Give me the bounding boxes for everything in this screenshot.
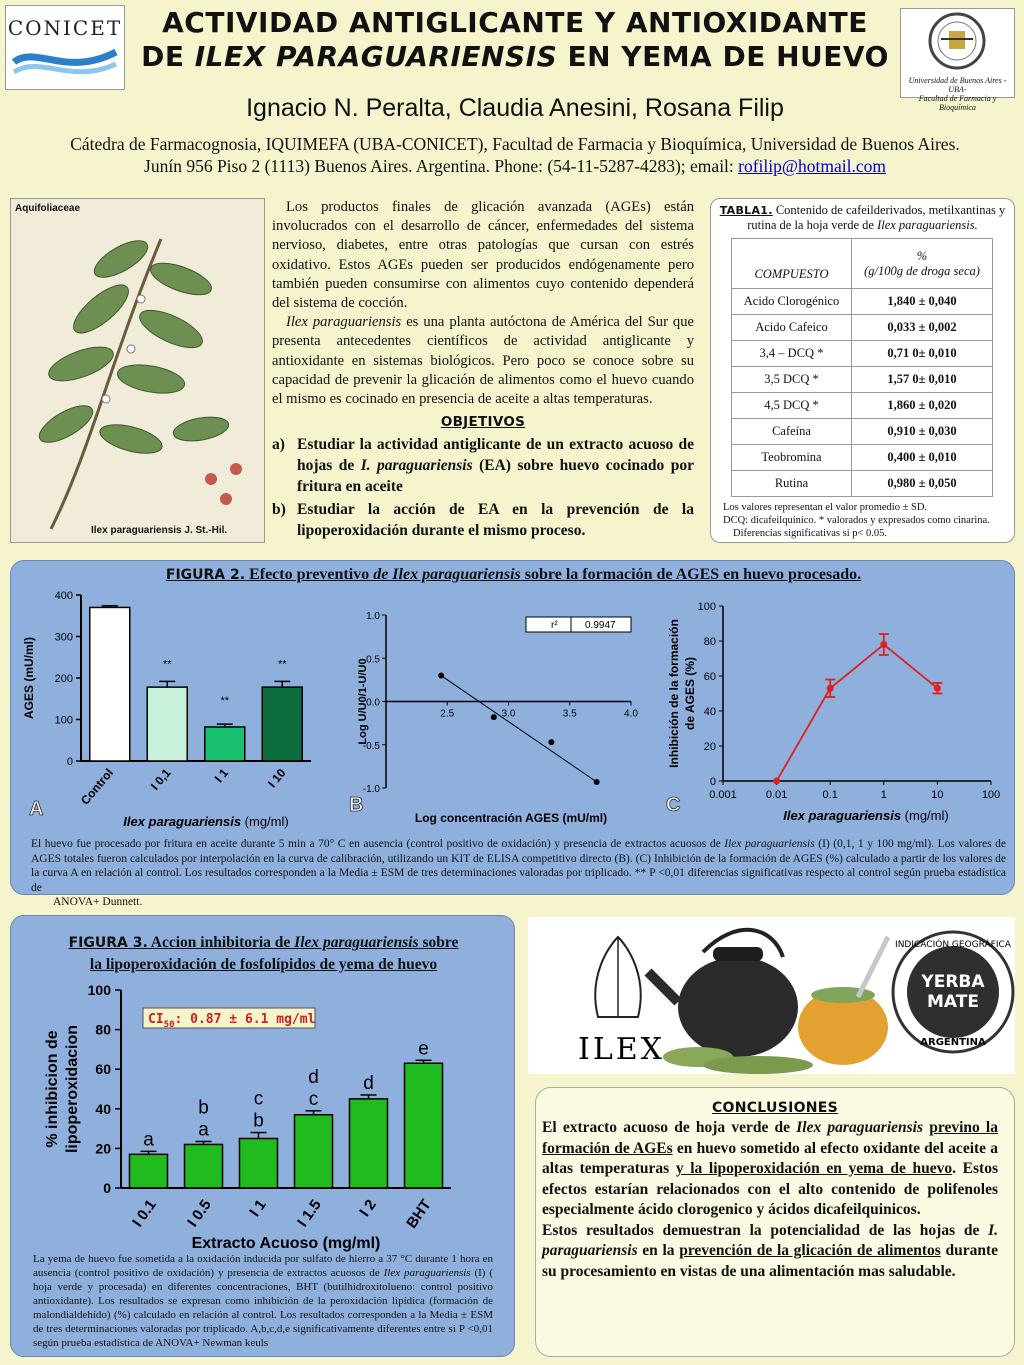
x-tick-label: I 0.5 xyxy=(184,1196,215,1231)
y-tick-label: 0 xyxy=(66,756,73,768)
compound-name-cell: 3,4 – DCQ * xyxy=(732,341,852,367)
x-axis-label xyxy=(783,808,948,823)
concl-t1: El extracto acuoso de hoja verde de xyxy=(542,1119,797,1136)
affil-address: Junín 956 Piso 2 (1113) Buenos Aires. Argentina. Phone: (54-11-5287-4283); email: xyxy=(144,156,739,176)
ilex-logo-icon xyxy=(595,937,640,1017)
concl-t5-underline: prevención de la glicación de alimentos xyxy=(679,1242,941,1259)
x-tick-label: I 1.5 xyxy=(294,1196,325,1231)
compound-table xyxy=(731,238,993,497)
title-post: EN YEMA DE HUEVO xyxy=(557,40,889,73)
data-point xyxy=(773,778,780,785)
conclusions-heading: CONCLUSIONES xyxy=(711,1100,839,1116)
badge-top-text: INDICACIÓN GEOGRÁFICA xyxy=(895,940,1011,950)
figure3-title-line-1 xyxy=(11,932,516,954)
x-tick-label: 0.001 xyxy=(709,789,737,801)
group-letter-upper: c xyxy=(253,1088,264,1110)
concl-t1-italic: Ilex paraguariensis xyxy=(796,1119,924,1136)
objective-b-label: b) xyxy=(272,501,286,519)
y-tick-label: 0.0 xyxy=(366,697,380,709)
objective-a-text xyxy=(297,434,694,497)
figure3-title-post: sobre xyxy=(418,934,459,951)
x-tick-label: 4.0 xyxy=(624,708,638,720)
table-row xyxy=(732,419,993,445)
x-tick-label: I 0,1 xyxy=(147,765,174,793)
x-tick-label: I 2 xyxy=(356,1196,380,1220)
group-letter-upper: e xyxy=(418,1038,429,1060)
group-letter-lower: a xyxy=(143,1129,154,1151)
significance-label: ** xyxy=(162,658,172,671)
significance-label: ** xyxy=(220,695,230,708)
affil-line-1: Cátedra de Farmacognosia, IQUIMEFA (UBA-CONICET), Facultad de Farmacia y Bioquímica, Universidad de Buenos Aires. xyxy=(70,134,960,154)
table-row xyxy=(732,393,993,419)
figure3-title xyxy=(11,932,516,975)
x-axis-label xyxy=(123,814,288,829)
group-letter-upper: d xyxy=(308,1066,319,1088)
table-row xyxy=(732,315,993,341)
data-point xyxy=(438,673,444,679)
introduction xyxy=(272,198,694,541)
figure3-caption-pre: La yema de huevo fue sometida a la oxidación inducida por sulfato de hierro a 37 °C durante 1 hora en ausencia (control positivo de oxidación) y presencia de extractos acuosos de xyxy=(33,1253,493,1279)
table1-title-text: Contenido de cafeilderivados, metilxantinas y rutina de la hoja verde de xyxy=(747,203,1006,232)
group-letter-lower: c xyxy=(308,1088,319,1110)
y-tick-label: 200 xyxy=(54,673,73,685)
data-point xyxy=(491,714,497,720)
ilex-logo-text: ILEX xyxy=(578,1032,666,1067)
compound-name-cell: 3,5 DCQ * xyxy=(732,367,852,393)
y-axis-label-line-1: % inhibicion de xyxy=(44,1030,61,1148)
regression-line xyxy=(441,676,597,782)
table1-note-3: Diferencias significativas si p< 0.05. xyxy=(733,528,888,539)
y-axis-label-line-1: Inhibición de la formación xyxy=(667,619,681,768)
figure2-title xyxy=(11,566,1016,584)
x-axis-label-unit: (mg/ml) xyxy=(901,808,949,823)
concl-t3: . Estos efectos estarían relacionados con el alto contenido de polifenoles especialmente ácido clorogenico y ácidos dicafeilquinicos. xyxy=(542,1160,998,1218)
y-tick-label: 0.5 xyxy=(366,654,380,666)
r2-value: 0.9947 xyxy=(585,620,616,631)
objective-a-pre: Estudiar la actividad antiglicante de un extracto acuoso de hojas de xyxy=(297,436,694,475)
compound-value-cell: 0,033 ± 0,002 xyxy=(852,315,993,341)
bar xyxy=(205,727,245,761)
affil-line-2 xyxy=(20,155,1010,177)
table-header-percent-sign: % xyxy=(916,248,928,263)
plant-caption: Ilex paraguariensis J. St.-Hil. xyxy=(91,525,228,536)
table1-card xyxy=(710,198,1015,543)
table1-title xyxy=(711,199,1014,233)
figure3-title-line-2: la lipoperoxidación de fosfolípidos de yema de huevo xyxy=(89,956,438,973)
y-axis-label: Log U/U0/1-U/U0 xyxy=(357,658,369,745)
conclusions-card xyxy=(535,1087,1015,1357)
compound-name-cell: Rutina xyxy=(732,471,852,497)
table-row xyxy=(732,341,993,367)
table1-note-2: DCQ: dicafeilquínico. * valorados y expresados como cinarina. xyxy=(723,515,990,526)
r2-legend-box xyxy=(526,617,571,632)
x-tick-label: I 10 xyxy=(264,765,289,791)
badge-yerba-text: YERBA xyxy=(921,972,985,992)
compound-name-cell: 4,5 DCQ * xyxy=(732,393,852,419)
x-tick-label: 10 xyxy=(931,789,944,801)
bar xyxy=(130,1154,168,1188)
x-tick-label: I 1 xyxy=(246,1196,270,1220)
conclusions-body xyxy=(536,1116,1014,1282)
intro-paragraph-2 xyxy=(272,313,694,409)
ci50-value: : 0.87 ± 6.1 mg/ml xyxy=(174,1012,316,1027)
bar xyxy=(147,687,187,761)
uba-caption-2: Facultad de Farmacia y Bioquímica xyxy=(918,94,997,112)
compound-value-cell: 1,840 ± 0,040 xyxy=(852,289,993,315)
x-axis-label-unit: (mg/ml) xyxy=(241,814,289,829)
bar xyxy=(90,607,130,761)
objective-a xyxy=(272,434,694,497)
group-letter-upper: b xyxy=(198,1097,209,1119)
concl-t4-italic: I. paraguariensis xyxy=(542,1221,998,1259)
figure3-panel xyxy=(10,915,515,1357)
conicet-swoosh-icon xyxy=(6,40,124,85)
objective-a-post: (EA) sobre huevo cocinado por fritura en aceite xyxy=(297,457,694,496)
objective-b-text: Estudiar la acción de EA en la prevención de la lipoperoxidación durante el mismo proceso. xyxy=(297,501,694,540)
mate-gourd-icon xyxy=(798,937,888,1065)
x-tick-label: I 0.1 xyxy=(129,1196,160,1231)
compound-value-cell: 0,400 ± 0,010 xyxy=(852,445,993,471)
objective-a-italic: I. paraguariensis xyxy=(360,457,473,475)
y-axis-label-line-2: de AGES (%) xyxy=(683,657,697,730)
compound-name-cell: Acido Cafeico xyxy=(732,315,852,341)
x-tick-label: Control xyxy=(77,765,117,808)
compound-value-cell: 0,980 ± 0,050 xyxy=(852,471,993,497)
figure2-title-italic: de Ilex paraguariensis xyxy=(373,566,521,583)
figure2-panel xyxy=(10,560,1015,908)
significance-label: ** xyxy=(277,658,287,671)
teapot-icon xyxy=(648,930,798,1057)
figure3-caption-post: (I) ( hoja verde y procesada) en diferentes concentraciones, BHT (butilhidroxitolueno: control positivo antioxidante). Los resultados se expresan como inhibición de la peroxidación lipídica (formación de malondialdehído) (%) calculado en relación al control. Los resultados corresponden a la Media ± ESM de tres determinaciones valoradas por triplicado. A,b,c,d,e significativamente diferentes entre si P <0,01 según prueba estadística de ANOVA+ Newman keuls xyxy=(33,1267,493,1349)
table-header-percent xyxy=(852,239,993,289)
table1-label: TABLA1. xyxy=(719,204,773,217)
compound-name-cell: Cafeína xyxy=(732,419,852,445)
data-point xyxy=(880,641,887,648)
authors: Ignacio N. Peralta, Claudia Anesini, Rosana Filip xyxy=(246,94,784,122)
figure3-caption xyxy=(33,1252,493,1350)
y-tick-label: 40 xyxy=(703,706,716,718)
x-tick-label: 0.1 xyxy=(822,789,838,801)
title-italic: ILEX PARAGUARIENSIS xyxy=(194,40,558,73)
data-point xyxy=(827,685,834,692)
y-tick-label: 400 xyxy=(54,590,73,602)
plant-illustration xyxy=(10,198,265,543)
y-tick-label: 100 xyxy=(54,714,73,727)
conicet-logo-text: CONICET xyxy=(7,16,123,40)
concl-t1-underline: previno la formación de AGEs xyxy=(542,1119,998,1157)
badge-bottom-text: ARGENTINA xyxy=(920,1037,986,1048)
x-tick-label: I 1 xyxy=(211,765,232,786)
figure3-title-pre: Accion inhibitoria de xyxy=(147,934,295,951)
uba-seal-icon xyxy=(901,9,1014,71)
bar xyxy=(185,1144,223,1188)
figure2-caption-end: ANOVA+ Dunnett. xyxy=(53,896,143,908)
compound-value-cell: 0,71 0± 0,010 xyxy=(852,341,993,367)
table-row xyxy=(732,445,993,471)
plant-branch-icon xyxy=(11,199,266,544)
table-header-row xyxy=(732,239,993,289)
table-row xyxy=(732,289,993,315)
bar xyxy=(240,1139,278,1189)
x-axis-label: Extracto Acuoso (mg/ml) xyxy=(191,1235,381,1252)
x-tick-label: 3.0 xyxy=(501,708,516,720)
y-tick-label: 20 xyxy=(95,1140,111,1157)
title-pre: DE xyxy=(141,40,195,73)
group-letter-lower: b xyxy=(253,1110,264,1132)
bar xyxy=(262,687,302,761)
bar xyxy=(295,1115,333,1188)
y-axis-label-line-2: lipoperoxidacion xyxy=(64,1024,81,1154)
figure3-label: FIGURA 3. xyxy=(68,935,148,951)
email-link[interactable]: rofilip@hotmail.com xyxy=(738,156,886,176)
x-tick-label: BHT xyxy=(403,1196,435,1232)
y-tick-label: 80 xyxy=(703,636,716,648)
yerba-mate-photo xyxy=(528,917,1015,1074)
badge-mate-text: MATE xyxy=(927,992,979,1012)
yerba-mate-badge xyxy=(893,932,1013,1052)
y-tick-label: 0 xyxy=(103,1180,111,1196)
mate-photo-icon xyxy=(528,917,1015,1074)
x-tick-label: 3.5 xyxy=(562,708,577,720)
concl-t5: en la xyxy=(637,1242,680,1259)
objective-b xyxy=(272,499,694,541)
y-axis-label: AGES (mU/ml) xyxy=(22,636,36,720)
uba-logo xyxy=(900,8,1015,112)
intro-species: Ilex paraguariensis xyxy=(286,314,402,331)
compound-value-cell: 1,860 ± 0,020 xyxy=(852,393,993,419)
figure3-caption-italic: Ilex paraguariensis xyxy=(383,1267,471,1279)
y-tick-label: 80 xyxy=(95,1021,111,1038)
concl-t4: Estos resultados demuestran la potencialidad de las hojas de xyxy=(542,1221,989,1239)
table-row xyxy=(732,471,993,497)
data-point xyxy=(594,779,600,785)
compound-name-cell: Teobromina xyxy=(732,445,852,471)
x-axis-label-species: Ilex paraguariensis xyxy=(783,808,902,823)
intro-p2-text: es una planta autóctona de América del Sur que presenta antecedentes científicos de actividad antiglicante y antioxidante en sistemas biológicos. Pero poco se conoce sobre su capacidad de prevenir la glicación de alimentos como el huevo cuando el mismo es cocinado en presencia de aceite a altas temperaturas. xyxy=(272,314,694,408)
conicet-logo xyxy=(5,5,125,90)
table1-title-italic: Ilex paraguariensis. xyxy=(877,218,978,232)
uba-caption-1: Universidad de Buenos Aires - UBA- xyxy=(908,76,1007,94)
concl-t2-underline: y la lipoperoxidación en yema de huevo xyxy=(675,1160,953,1177)
x-tick-label: 1 xyxy=(880,789,887,801)
figure2-charts xyxy=(11,583,1016,858)
figure2-title-pre: Efecto preventivo xyxy=(245,566,374,583)
compound-name-cell: Acido Clorogénico xyxy=(732,289,852,315)
group-letter-upper: d xyxy=(363,1072,374,1094)
compound-value-cell: 0,910 ± 0,030 xyxy=(852,419,993,445)
y-tick-label: 20 xyxy=(703,741,716,753)
affiliation xyxy=(20,133,1010,177)
figure2-caption xyxy=(31,837,1006,910)
data-point xyxy=(934,685,941,692)
concl-t6: durante su procesamiento en vistas de una alimentación mas saludable. xyxy=(542,1242,998,1280)
intro-paragraph-1: Los productos finales de glicación avanzada (AGEs) están involucrados con el desarrollo de cáncer, enfermedades del sistema nervioso, diabetes, entre otras patologías que cursan con estrés oxidativo. Estos AGEs pueden ser producidos endógenamente pero también pueden consumirse con alimentos cuyo contenido dependerá del sistema de cocción. xyxy=(272,199,694,312)
title-line-2 xyxy=(135,40,895,74)
panel-label-a: A xyxy=(29,798,44,820)
plant-family-label: Aquifoliaceae xyxy=(15,203,81,214)
ci50-subscript: 50 xyxy=(163,1020,175,1030)
y-tick-label: 40 xyxy=(95,1100,111,1117)
figure2-caption-pre: El huevo fue procesado por fritura en aceite durante 5 min a 70° C en ausencia (control positivo de oxidación) y presencia de extractos acuosos de xyxy=(31,838,725,850)
x-axis-label: Log concentración AGES (mU/ml) xyxy=(414,811,608,825)
x-tick-label: 2.5 xyxy=(440,708,455,720)
y-tick-label: 60 xyxy=(703,671,716,683)
r2-label: r² xyxy=(551,620,558,631)
figure2-caption-post: (I) (0,1, 1 y 100 mg/ml). Los valores de AGES totales fueron calculados por interpolación en la curva de calibración, utilizando un KIT de ELISA competitivo directo (B). (C) Inhibición de la formación de AGES (%) calculado a partir de los valores de la curva A en relación al control. Los resultados corresponden a la Media ± ESM de tres determinaciones valoradas por triplicado. ** P <0,01 diferencias significativas respecto al control según prueba estadística de xyxy=(31,838,1006,894)
figure2-label: FIGURA 2. xyxy=(165,567,246,583)
objectives-heading: OBJETIVOS xyxy=(440,414,526,431)
y-tick-label: 0 xyxy=(709,776,716,788)
figure2-title-post: sobre la formación de AGES en huevo procesado. xyxy=(520,566,862,583)
x-tick-label: 100 xyxy=(981,789,1001,801)
figure3-title-italic: Ilex paraguariensis xyxy=(294,934,419,951)
panel-label-b: B xyxy=(349,794,364,816)
data-point xyxy=(548,739,554,745)
table-header-compound: COMPUESTO xyxy=(732,239,852,289)
table-row xyxy=(732,367,993,393)
figure2-caption-italic: Ilex paraguariensis xyxy=(724,838,815,850)
objective-a-label: a) xyxy=(272,436,285,454)
y-tick-label: -1.0 xyxy=(362,784,380,795)
compound-value-cell: 1,57 0± 0,010 xyxy=(852,367,993,393)
poster-title xyxy=(135,6,895,74)
table1-note-1: Los valores representan el valor promedio ± SD. xyxy=(723,502,928,513)
y-tick-label: 100 xyxy=(697,601,716,613)
y-tick-label: 100 xyxy=(87,982,111,998)
x-tick-label: 0.01 xyxy=(765,789,788,801)
group-letter-lower: a xyxy=(198,1119,209,1141)
bar xyxy=(405,1063,443,1188)
title-line-1: ACTIVIDAD ANTIGLICANTE Y ANTIOXIDANTE xyxy=(162,6,868,39)
table-header-unit: (g/100g de droga seca) xyxy=(864,263,980,278)
panel-label-c: C xyxy=(666,794,681,816)
x-axis-label-species: Ilex paraguariensis xyxy=(123,814,242,829)
y-tick-label: -0.5 xyxy=(362,740,380,752)
ci50-label: CI xyxy=(148,1012,164,1027)
concl-t2: en huevo sometido al efecto oxidante del aceite a altas temperaturas xyxy=(542,1139,998,1177)
y-tick-label: 1.0 xyxy=(366,611,380,622)
bar xyxy=(350,1099,388,1188)
series-line xyxy=(777,645,938,782)
table1-notes xyxy=(711,497,1014,540)
y-tick-label: 300 xyxy=(54,631,73,644)
y-tick-label: 60 xyxy=(95,1061,111,1078)
